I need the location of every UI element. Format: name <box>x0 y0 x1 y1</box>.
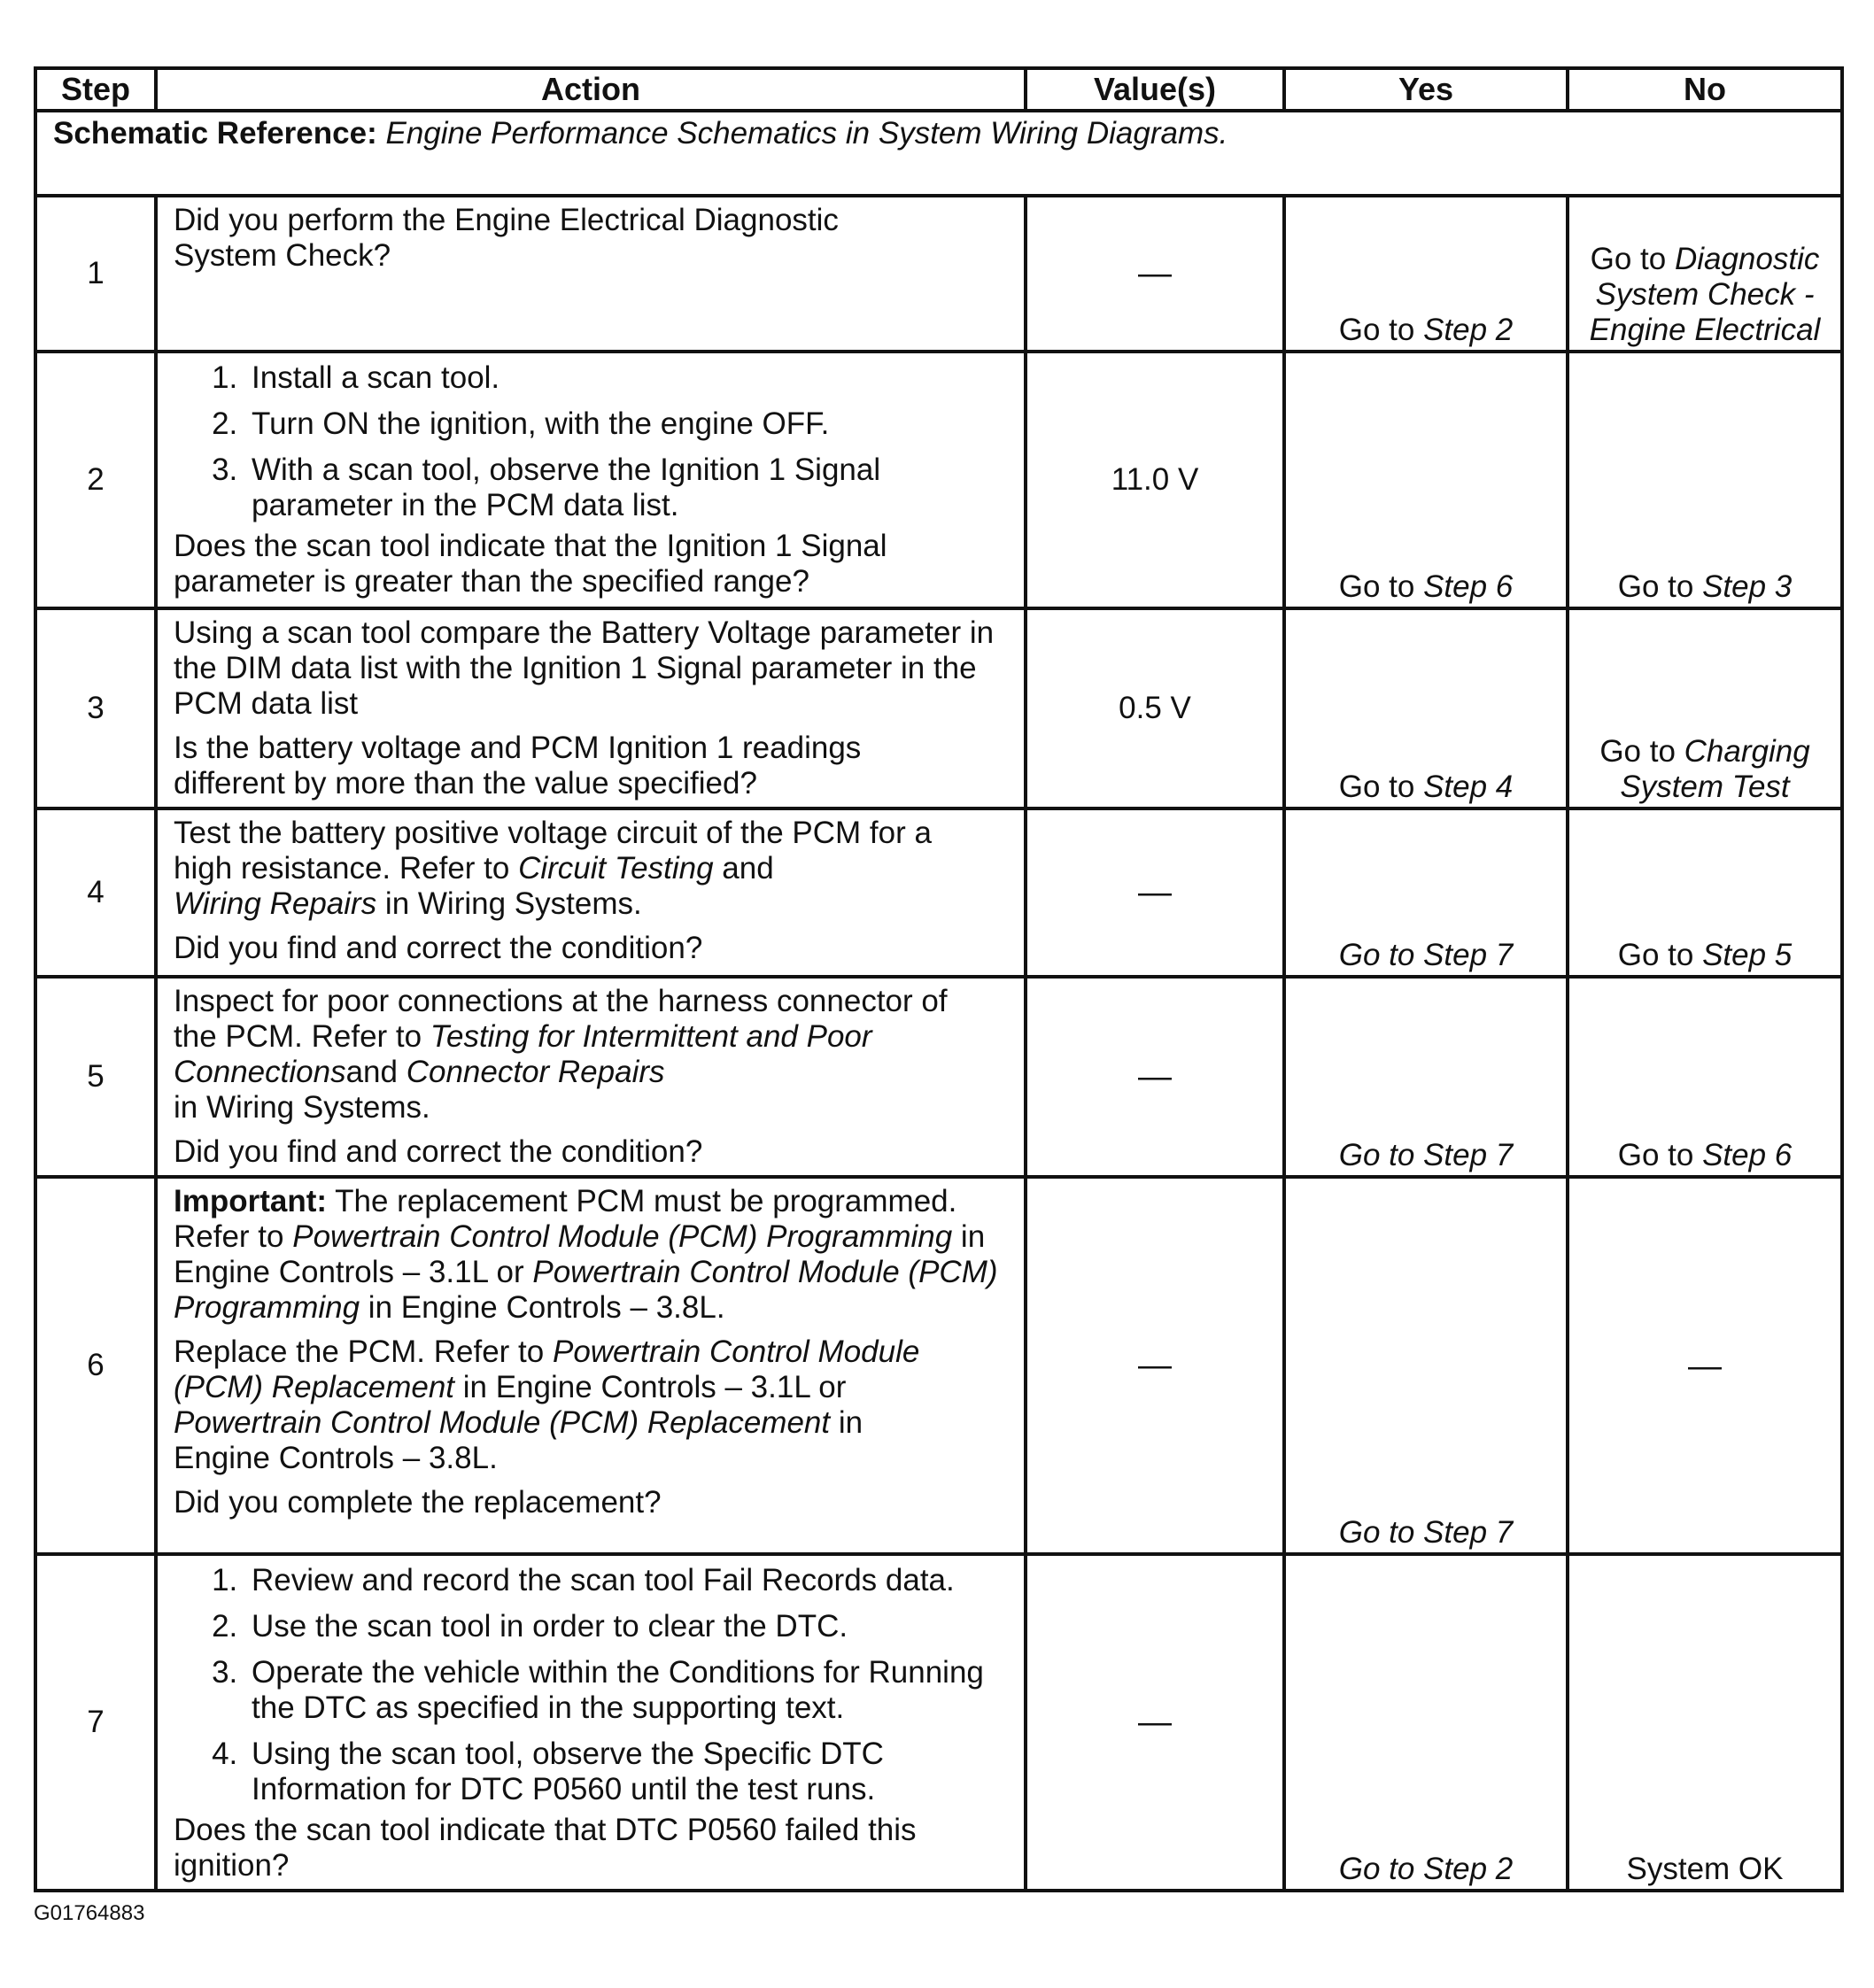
header-action: Action <box>156 68 1026 111</box>
step-link[interactable]: System Check - <box>1595 277 1815 312</box>
ref-link[interactable]: Powertrain Control Module (PCM) Replacement <box>174 1334 920 1404</box>
schematic-text: Engine Performance Schematics in System Wiring Diagrams. <box>385 116 1228 151</box>
step-text: Replace the PCM. Refer to Powertrain Control Module (PCM) Replacement in Engine Controls – 3.1L or Powertrain Control Module (PCM) Replacement in Engine Controls – 3.8L. <box>174 1334 920 1475</box>
step-row-6 <box>35 1177 1842 1554</box>
step-value: — <box>1026 1554 1284 1891</box>
step-row-2 <box>35 352 1842 608</box>
step-question: Does the scan tool indicate that DTC P0560 failed this ignition? <box>174 1813 917 1883</box>
header-no: No <box>1568 68 1842 111</box>
step-row-4 <box>35 808 1842 977</box>
step-yes: Go to Step 6 <box>1284 352 1568 608</box>
diagnostic-table <box>34 66 1844 1892</box>
step-number: 2 <box>35 352 156 608</box>
schematic-row <box>35 111 1842 196</box>
step-list <box>174 360 918 523</box>
step-value: — <box>1026 196 1284 352</box>
step-link[interactable]: Step 2 <box>1423 313 1514 347</box>
step-no: Go to Step 6 <box>1568 977 1842 1177</box>
ref-link[interactable]: Wiring Repairs <box>174 886 377 921</box>
step-question: Did you find and correct the condition? <box>174 1134 703 1169</box>
step-yes: Go to Step 2 <box>1284 196 1568 352</box>
step-value: — <box>1026 977 1284 1177</box>
header-step: Step <box>35 68 156 111</box>
figure-id: G01764883 <box>34 1901 145 1925</box>
important-note: Important: The replacement PCM must be programmed. Refer to Powertrain Control Module (PCM) Programming in Engine Controls – 3.1L or Powertrain Control Module (PCM) Programming in Engine Controls – 3.8L. <box>174 1184 998 1325</box>
step-value: 0.5 V <box>1026 608 1284 808</box>
step-row-1 <box>35 196 1842 352</box>
step-list <box>174 1563 1011 1807</box>
step-yes[interactable]: Go to Step 7 <box>1284 808 1568 977</box>
step-yes[interactable]: Go to Step 7 <box>1284 977 1568 1177</box>
ref-link[interactable]: Powertrain Control Module (PCM) Programming <box>174 1255 998 1325</box>
step-link[interactable]: Step 4 <box>1423 770 1514 804</box>
step-row-3 <box>35 608 1842 808</box>
header-yes: Yes <box>1284 68 1568 111</box>
step-link[interactable]: System Test <box>1620 770 1790 804</box>
step-action <box>156 1554 1026 1891</box>
step-link[interactable]: Step 6 <box>1423 569 1514 604</box>
list-item: 1. Review and record the scan tool Fail Records data. <box>246 1563 1011 1598</box>
list-item: 3. With a scan tool, observe the Ignition 1 Signal parameter in the PCM data list. <box>246 453 918 523</box>
ref-link[interactable]: Powertrain Control Module (PCM) Replacement <box>174 1405 831 1440</box>
step-action <box>156 352 1026 608</box>
header-row <box>35 68 1842 111</box>
step-yes: Go to Step 4 <box>1284 608 1568 808</box>
step-value: 11.0 V <box>1026 352 1284 608</box>
list-item: 1. Install a scan tool. <box>246 360 918 396</box>
schematic-label: Schematic Reference: <box>53 116 377 151</box>
step-question-line: Did you perform the Engine Electrical Diagnostic <box>174 203 839 237</box>
step-no: — <box>1568 1177 1842 1554</box>
step-question-line: System Check? <box>174 238 391 273</box>
step-question: Does the scan tool indicate that the Ignition 1 Signal parameter is greater than the specified range? <box>174 529 887 599</box>
step-link[interactable]: Engine Electrical <box>1589 313 1821 347</box>
step-question: Did you find and correct the condition? <box>174 931 703 965</box>
list-item: 4. Using the scan tool, observe the Specific DTC Information for DTC P0560 until the test runs. <box>246 1737 1011 1807</box>
step-link[interactable]: Charging <box>1684 734 1810 769</box>
step-no: Go to Diagnostic System Check - Engine Electrical <box>1568 196 1842 352</box>
header-values: Value(s) <box>1026 68 1284 111</box>
list-item: 2. Use the scan tool in order to clear the DTC. <box>246 1609 1011 1644</box>
step-number: 3 <box>35 608 156 808</box>
step-text: Using a scan tool compare the Battery Voltage parameter in the DIM data list with the Ignition 1 Signal parameter in the PCM data list <box>174 615 995 721</box>
step-action <box>156 808 1026 977</box>
list-item: 2. Turn ON the ignition, with the engine OFF. <box>246 406 918 442</box>
step-action <box>156 1177 1026 1554</box>
step-number: 1 <box>35 196 156 352</box>
step-text: Test the battery positive voltage circuit of the PCM for a high resistance. Refer to Circuit Testing and Wiring Repairs in Wiring Systems. <box>174 816 932 921</box>
step-question: Did you complete the replacement? <box>174 1485 662 1520</box>
ref-link[interactable]: Circuit Testing <box>518 851 714 886</box>
step-yes[interactable]: Go to Step 7 <box>1284 1177 1568 1554</box>
step-number: 4 <box>35 808 156 977</box>
ref-link[interactable]: Connector Repairs <box>406 1055 665 1089</box>
step-number: 5 <box>35 977 156 1177</box>
step-link[interactable]: Diagnostic <box>1674 242 1820 276</box>
list-item: 3. Operate the vehicle within the Conditions for Running the DTC as specified in the supporting text. <box>246 1655 1011 1726</box>
step-link[interactable]: Step 5 <box>1702 938 1793 972</box>
step-value: — <box>1026 808 1284 977</box>
step-link[interactable]: Step 6 <box>1702 1138 1793 1172</box>
step-text: Inspect for poor connections at the harness connector of the PCM. Refer to Testing for Intermittent and Poor Connectionsand Connector Repairs in Wiring Systems. <box>174 984 948 1125</box>
step-yes[interactable]: Go to Step 2 <box>1284 1554 1568 1891</box>
step-action <box>156 977 1026 1177</box>
ref-link[interactable]: Testing for Intermittent and Poor Connections <box>174 1019 872 1089</box>
step-no: Go to Step 5 <box>1568 808 1842 977</box>
step-number: 7 <box>35 1554 156 1891</box>
important-label: Important: <box>174 1184 328 1218</box>
step-link[interactable]: Step 3 <box>1702 569 1793 604</box>
step-question: Is the battery voltage and PCM Ignition 1 readings different by more than the value specified? <box>174 731 862 801</box>
step-no: Go to Step 3 <box>1568 352 1842 608</box>
step-action <box>156 196 1026 352</box>
step-row-7 <box>35 1554 1842 1891</box>
step-action <box>156 608 1026 808</box>
schematic-reference <box>35 111 1842 196</box>
step-no: System OK <box>1568 1554 1842 1891</box>
step-no: Go to Charging System Test <box>1568 608 1842 808</box>
ref-link[interactable]: Powertrain Control Module (PCM) Programming <box>292 1219 953 1254</box>
step-number: 6 <box>35 1177 156 1554</box>
step-row-5 <box>35 977 1842 1177</box>
step-value: — <box>1026 1177 1284 1554</box>
